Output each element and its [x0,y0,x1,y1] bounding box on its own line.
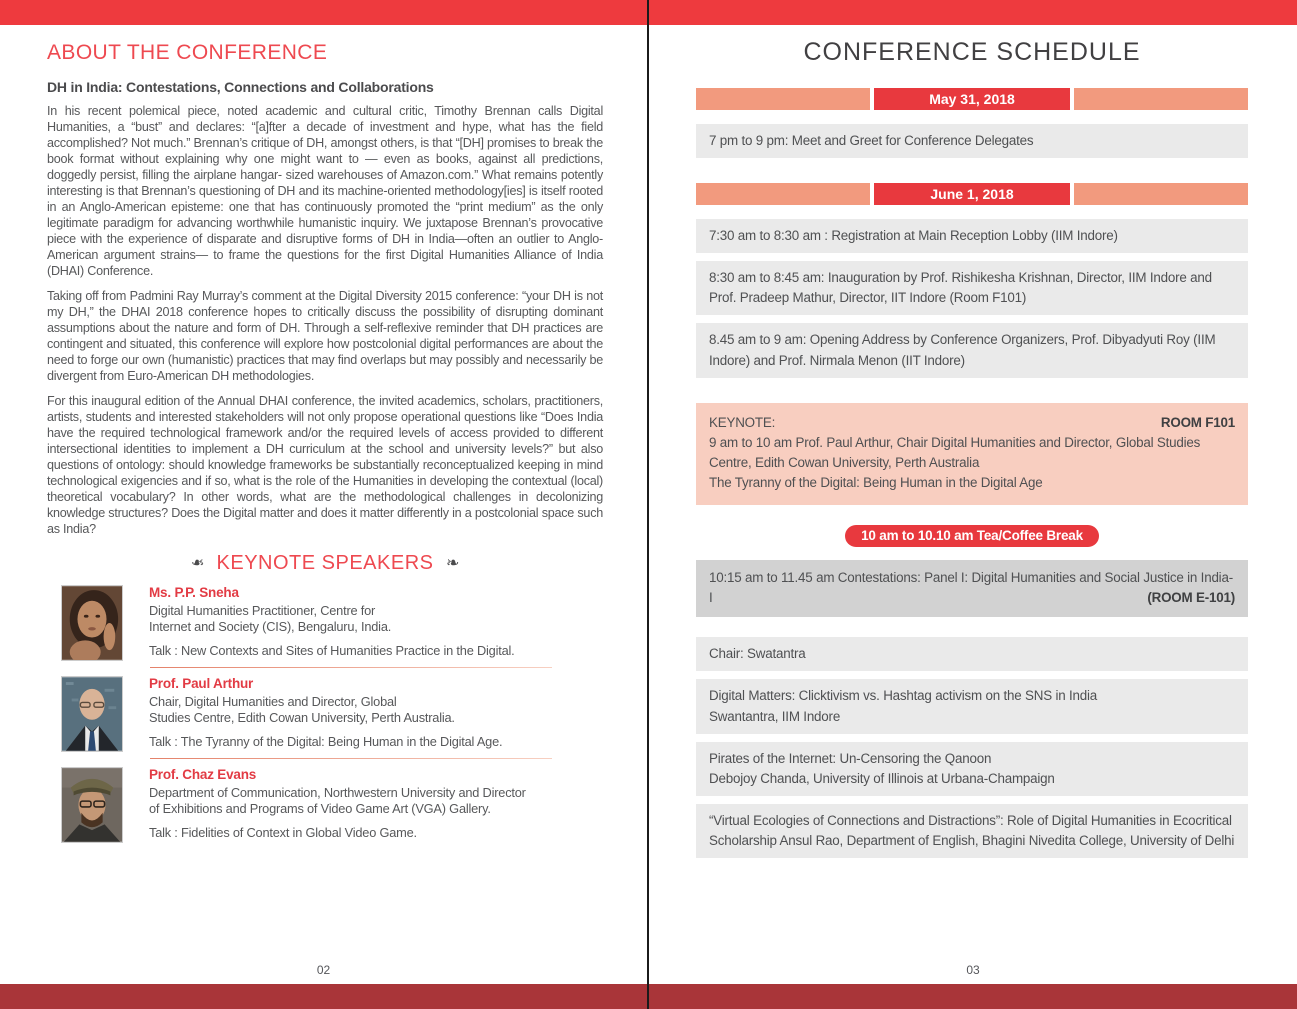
schedule-row-registration: 7:30 am to 8:30 am : Registration at Main Reception Lobby (IIM Indore) [696,219,1248,253]
speaker-affiliation-line: of Exhibitions and Programs of Video Game Art (VGA) Gallery. [149,801,491,817]
talk-author: Debojoy Chanda, University of Illinois at Urbana-Champaign [709,770,1055,786]
fleuron-ornament-icon: ❧ [190,555,205,573]
talk-title: Pirates of the Internet: Un-Censoring the Qanoon [709,750,992,766]
panel-room-label: (ROOM E-101) [1147,590,1235,606]
about-paragraph-1: In his recent polemical piece, noted academic and cultural critic, Timothy Brennan calls Digital Humanities, a “bust” and declares: “[a]fter a decade of investment and hype, what has the field accomplished? Not much.” Brennan’s critique of DH, amongst others, is that “[DH] promises to break the book format without explaining why one might want to — even as books, against all predictions, doggedly persist, filling the airplane hangar- sized warehouses of Amazon.com.” What remains potently interesting is that Brennan’s questioning of DH and its machine-oriented methodology[ies] is itself rooted in an Anglo-American episteme: one that has continuously promoted the “print medium” as the only legitimate paradigm for advancing worthwhile humanistic inquiry. We juxtapose Brennan’s provocative piece with the experience of disparate and disruptive forms of DH in India—often an outlier to Anglo-American argument strains— to frame the questions for the first Digital Humanities Alliance of India (DHAI) Conference. [47,104,603,278]
speaker-photo-man-cap-icon [61,767,123,843]
speaker-entry-sneha [47,585,603,661]
keynote-header-row [709,413,1235,433]
keynote-room-label: ROOM F101 [1160,414,1235,430]
speaker-photo-man-suit-icon [61,676,123,752]
speaker-text-sneha [149,585,603,659]
date-banner-june1 [696,183,1248,205]
keynote-speakers-heading-row [47,552,603,575]
about-paragraph-3: For this inaugural edition of the Annual DHAI conference, the invited academics, scholars, practitioners, artists, students and interested stakeholders will not only propose operational questions like “Does India have the required technological framework and/or the required levels of access provided to different intersectional identities to implement a DH curriculum at the school and university levels?” but also questions of ontology: should knowledge frameworks be substantially reconceptualized keeping in mind technological exigencies and if so, what is the role of the Humanities in developing the contextual (local) theoretical vocabulary? In other words, what are the methodological challenges in decolonizing knowledge structures? Does the Digital matter and does it matter differently in a postcolonial space such as India? [47,393,603,536]
speaker-affiliation-line: Digital Humanities Practitioner, Centre for [149,602,376,618]
schedule-row-inauguration: 8:30 am to 8:45 am: Inauguration by Prof. Rishikesha Krishnan, Director, IIM Indore and Prof. Pradeep Mathur, Director, IIT Indore (Room F101) [696,261,1248,315]
banner-salmon-bar [1074,183,1248,205]
keynote-speakers-heading: KEYNOTE SPEAKERS [216,551,434,574]
date-label: June 1, 2018 [874,183,1070,205]
left-page [0,25,647,984]
fleuron-ornament-icon: ❧ [445,555,460,573]
panel-session-block [696,560,1248,617]
date-banner-may31 [696,88,1248,110]
speaker-text-evans [149,767,603,841]
talk-title: Digital Matters: Clicktivism vs. Hashtag activism on the SNS in India [709,688,1098,704]
keynote-talk-title: The Tyranny of the Digital: Being Human in the Digital Age [709,474,1043,490]
portrait-man-cap-icon [62,768,122,842]
speaker-affiliation-line: Internet and Society (CIS), Bengaluru, India. [149,619,392,635]
spacer [696,166,1248,183]
banner-salmon-bar [696,88,870,110]
speaker-talk-title: Talk : New Contexts and Sites of Humanities Practice in the Digital. [149,643,515,659]
speaker-separator-line [150,758,552,759]
speaker-talk-title: Talk : Fidelities of Context in Global Video Game. [149,825,417,841]
speaker-talk-title: Talk : The Tyranny of the Digital: Being Human in the Digital Age. [149,734,503,750]
portrait-woman-sepia-icon [62,586,122,660]
schedule-row-opening-address: 8.45 am to 9 am: Opening Address by Conference Organizers, Prof. Dibyadyuti Roy (IIM Indore) and Prof. Nirmala Menon (IIT Indore) [696,323,1248,377]
about-subtitle: DH in India: Contestations, Connections and Collaborations [47,79,434,95]
keynote-label: KEYNOTE: [709,414,776,430]
schedule-row-talk-1 [696,679,1248,733]
speaker-entry-evans [47,767,603,843]
talk-author: Swantantra, IIM Indore [709,708,841,724]
schedule-title: CONFERENCE SCHEDULE [803,38,1141,66]
right-page [649,25,1297,984]
right-page-number: 03 [966,963,980,977]
date-label: May 31, 2018 [874,88,1070,110]
keynote-speaker-details: 9 am to 10 am Prof. Paul Arthur, Chair Digital Humanities and Director, Global Studies Centre, Edith Cowan University, Perth Australia [709,434,1201,470]
portrait-man-suit-icon [62,677,122,751]
about-section-title: ABOUT THE CONFERENCE [47,41,328,64]
schedule-row-talk-2 [696,742,1248,796]
tea-break-row [696,525,1248,547]
speaker-entry-arthur [47,676,603,752]
speaker-affiliation-line: Chair, Digital Humanities and Director, Global [149,693,397,709]
tea-break-pill: 10 am to 10.10 am Tea/Coffee Break [845,525,1099,547]
speaker-text-arthur [149,676,603,750]
speaker-affiliation-line: Studies Centre, Edith Cowan University, Perth Australia. [149,710,455,726]
left-page-number: 02 [316,963,331,977]
about-paragraph-2: Taking off from Padmini Ray Murray’s comment at the Digital Diversity 2015 conference: “your DH is not my DH,” the DHAI 2018 conference hopes to critically discuss the possibility of disrupting dominant assumptions about the nature and form of DH. Through a self-reflexive reminder that DH practices are contingent and situated, this conference will explore how postcolonial digital performances are about the need to forge our own (humanistic) practices that may find overlaps but may possibly and necessarily be divergent from Euro-American DH methodologies. [47,288,603,383]
schedule-row-meet-greet: 7 pm to 9 pm: Meet and Greet for Conference Delegates [696,124,1248,158]
banner-salmon-bar [696,183,870,205]
banner-salmon-bar [1074,88,1248,110]
panel-title: 10:15 am to 11.45 am Contestations: Panel I: Digital Humanities and Social Justice in India-I [709,570,1233,606]
speaker-name: Prof. Chaz Evans [149,766,257,782]
speaker-name: Prof. Paul Arthur [149,675,254,691]
speaker-name: Ms. P.P. Sneha [149,584,239,600]
keynote-session-block [696,403,1248,505]
speaker-affiliation-line: Department of Communication, Northwestern University and Director [149,784,526,800]
schedule-row-chair: Chair: Swatantra [696,637,1248,671]
schedule-row-talk-3: “Virtual Ecologies of Connections and Distractions”: Role of Digital Humanities in Ecocritical Scholarship Ansul Rao, Department of English, Bhagini Nivedita College, University of Delhi [696,804,1248,858]
spacer [696,386,1248,403]
speaker-photo-woman-icon [61,585,123,661]
page-fold-divider [647,0,649,1009]
speaker-separator-line [150,667,552,668]
